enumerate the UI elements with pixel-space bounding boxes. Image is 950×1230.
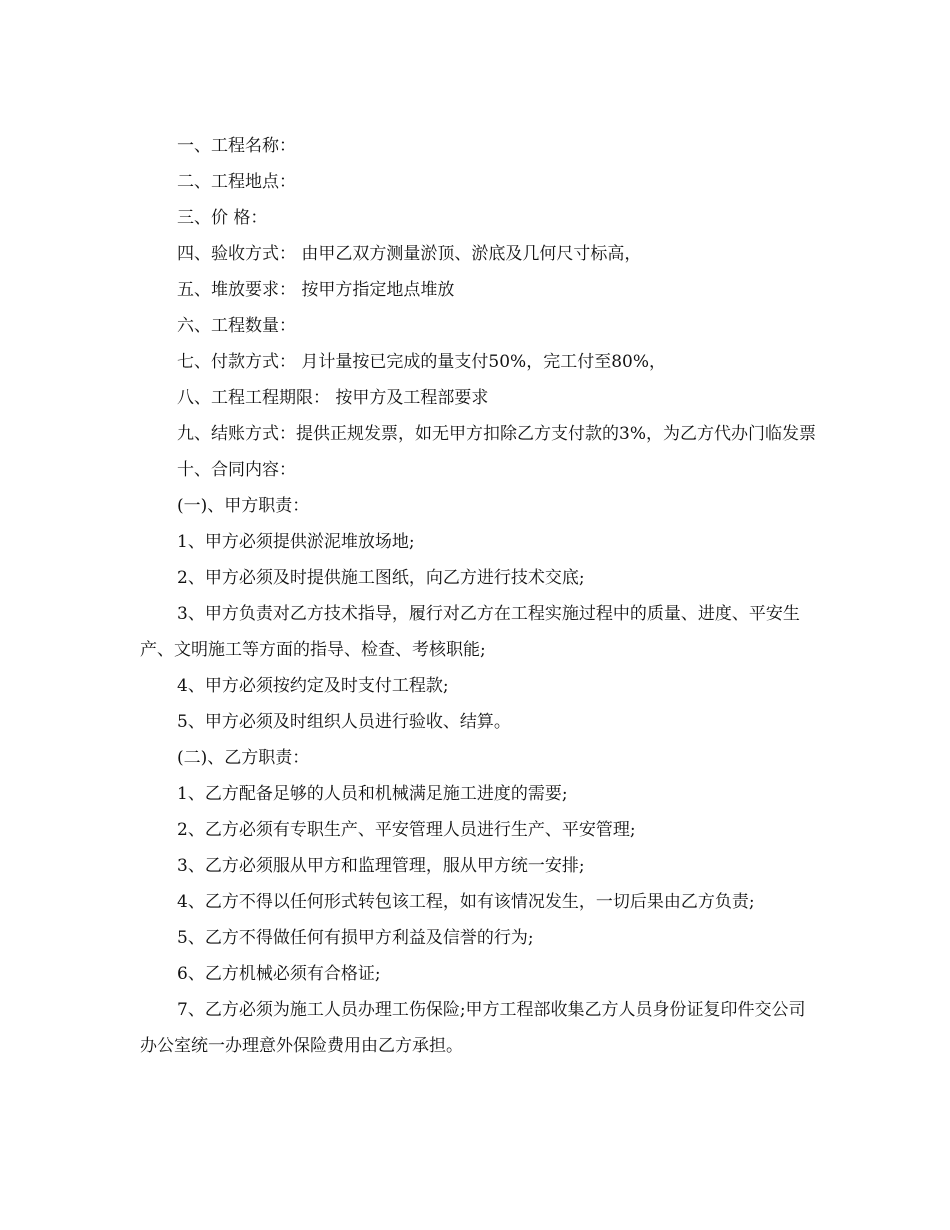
party-b-duty-item: 1、乙方配备足够的人员和机械满足施工进度的需要; <box>177 784 568 804</box>
clause-stacking-requirement: 五、堆放要求： 按甲方指定地点堆放 <box>177 280 455 300</box>
party-a-duty-item: 5、甲方必须及时组织人员进行验收、结算。 <box>177 712 511 732</box>
clause-payment-method: 七、付款方式： 月计量按已完成的量支付50%，完工付至80%， <box>177 352 666 372</box>
party-b-duty-item: 5、乙方不得做任何有损甲方利益及信誉的行为; <box>177 928 534 948</box>
clause-project-location: 二、工程地点： <box>177 172 296 192</box>
section-party-b-duties: (二)、乙方职责： <box>177 748 310 768</box>
party-a-duty-item: 1、甲方必须提供淤泥堆放场地; <box>177 532 415 552</box>
clause-project-name: 一、工程名称： <box>177 136 296 156</box>
party-a-duty-item: 4、甲方必须按约定及时支付工程款; <box>177 676 449 696</box>
section-party-a-duties: (一)、甲方职责： <box>177 496 310 516</box>
document-body <box>140 128 816 1064</box>
party-b-duty-item: 4、乙方不得以任何形式转包该工程，如有该情况发生，一切后果由乙方负责; <box>177 892 755 912</box>
party-b-duty-item: 3、乙方必须服从甲方和监理管理，服从甲方统一安排; <box>177 856 585 876</box>
clause-acceptance-method: 四、验收方式： 由甲乙双方测量淤顶、淤底及几何尺寸标高， <box>177 244 642 264</box>
party-b-duty-item: 6、乙方机械必须有合格证; <box>177 964 381 984</box>
clause-contract-content: 十、合同内容： <box>177 460 296 480</box>
party-b-duty-item: 7、乙方必须为施工人员办理工伤保险;甲方工程部收集乙方人员身份证复印件交公司办公室统一办理意外保险费用由乙方承担。 <box>140 1000 806 1056</box>
clause-project-quantity: 六、工程数量： <box>177 316 296 336</box>
clause-settlement-method: 九、结账方式：提供正规发票，如无甲方扣除乙方支付款的3%，为乙方代办门临发票 <box>177 424 816 444</box>
party-b-duty-item: 2、乙方必须有专职生产、平安管理人员进行生产、平安管理; <box>177 820 636 840</box>
party-a-duty-item: 2、甲方必须及时提供施工图纸，向乙方进行技术交底; <box>177 568 585 588</box>
clause-project-duration: 八、工程工程期限： 按甲方及工程部要求 <box>177 388 489 408</box>
party-a-duty-item: 3、甲方负责对乙方技术指导，履行对乙方在工程实施过程中的质量、进度、平安生产、文明施工等方面的指导、检查、考核职能; <box>140 604 800 660</box>
clause-price: 三、价 格： <box>177 208 268 228</box>
